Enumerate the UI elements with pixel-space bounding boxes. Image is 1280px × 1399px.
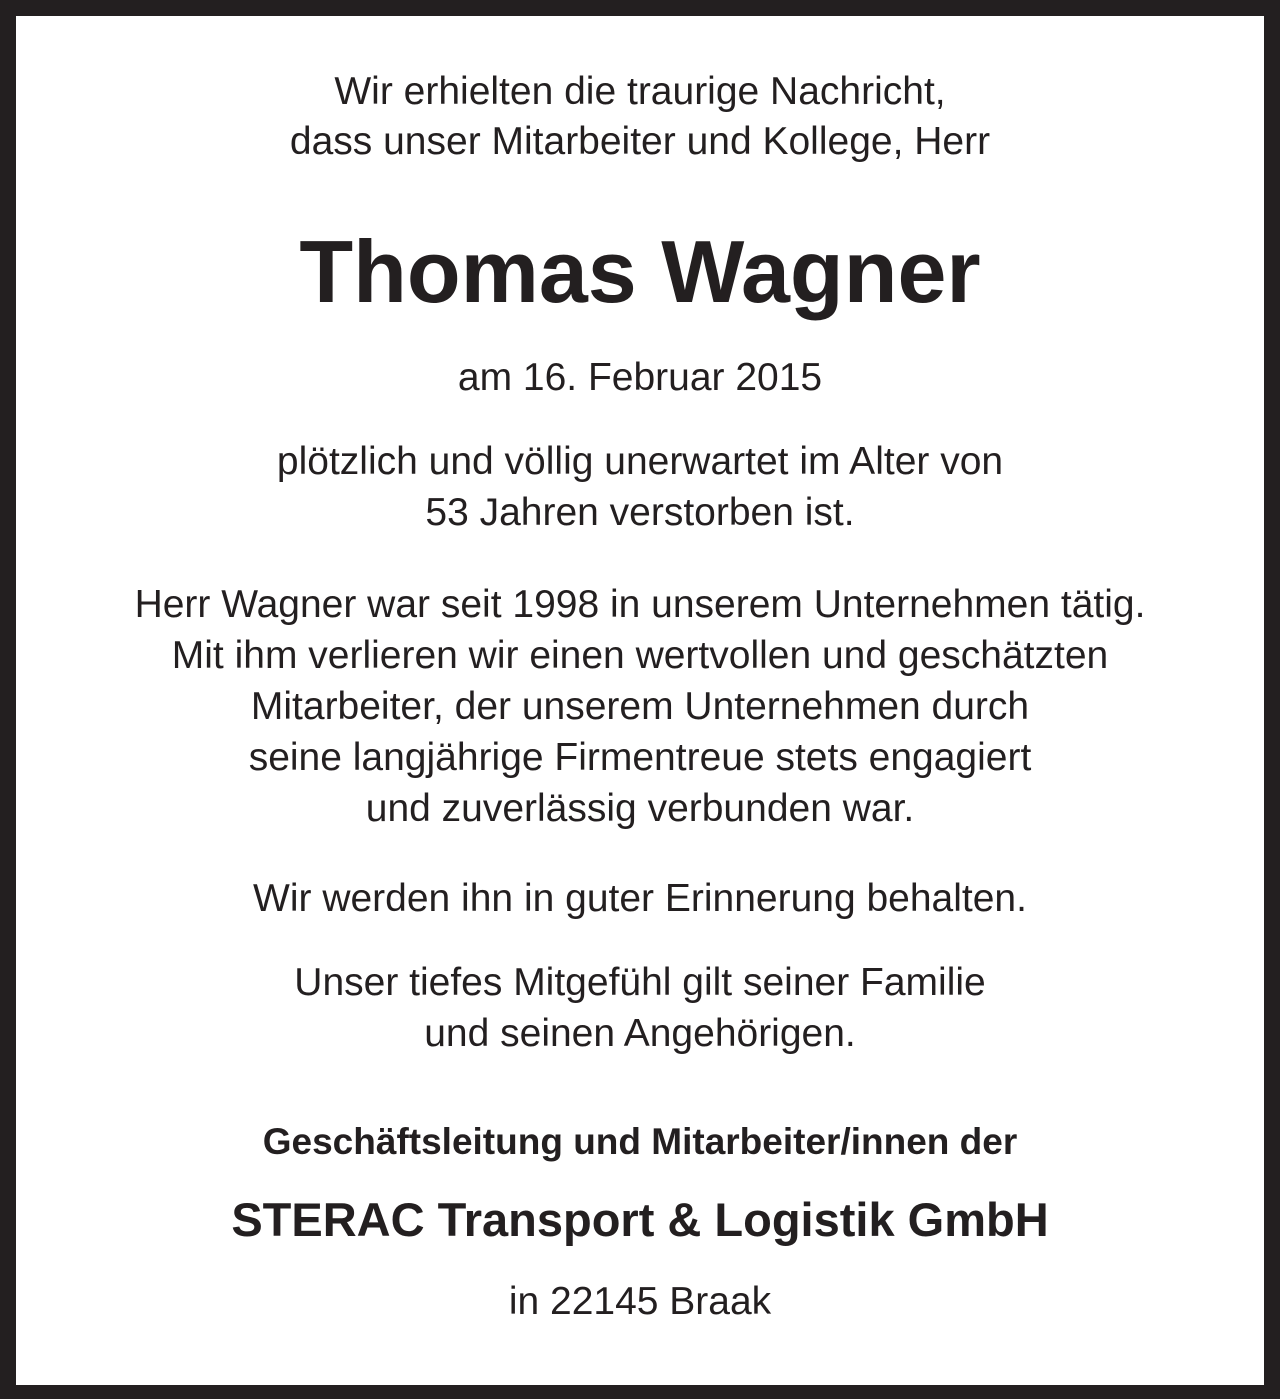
company-location: in 22145 Braak bbox=[508, 1280, 772, 1323]
tribute-line-5: und zuverlässig verbunden war. bbox=[365, 787, 915, 830]
signoff-line: Geschäftsleitung und Mitarbeiter/innen der bbox=[262, 1121, 1018, 1162]
deceased-name: Thomas Wagner bbox=[299, 222, 981, 321]
condolence-line-2: und seinen Angehörigen. bbox=[424, 1012, 856, 1055]
memory-line: Wir werden ihn in guter Erinnerung behalten. bbox=[253, 877, 1027, 920]
company-name: STERAC Transport & Logistik GmbH bbox=[231, 1193, 1049, 1246]
death-line-1: plötzlich und völlig unerwartet im Alter von bbox=[276, 440, 1004, 483]
intro-line-1: Wir erhielten die traurige Nachricht, bbox=[334, 70, 946, 113]
death-line-2: 53 Jahren verstorben ist. bbox=[425, 491, 855, 534]
intro-line-2: dass unser Mitarbeiter und Kollege, Herr bbox=[289, 120, 991, 163]
tribute-line-2: Mit ihm verlieren wir einen wertvollen und geschätzten bbox=[171, 634, 1109, 677]
tribute-line-3: Mitarbeiter, der unserem Unternehmen durch bbox=[250, 685, 1030, 728]
tribute-line-4: seine langjährige Firmentreue stets engagiert bbox=[248, 736, 1032, 779]
date-of-death: am 16. Februar 2015 bbox=[457, 356, 823, 399]
tribute-line-1: Herr Wagner war seit 1998 in unserem Unternehmen tätig. bbox=[134, 583, 1146, 626]
condolence-line-1: Unser tiefes Mitgefühl gilt seiner Familie bbox=[294, 961, 986, 1004]
